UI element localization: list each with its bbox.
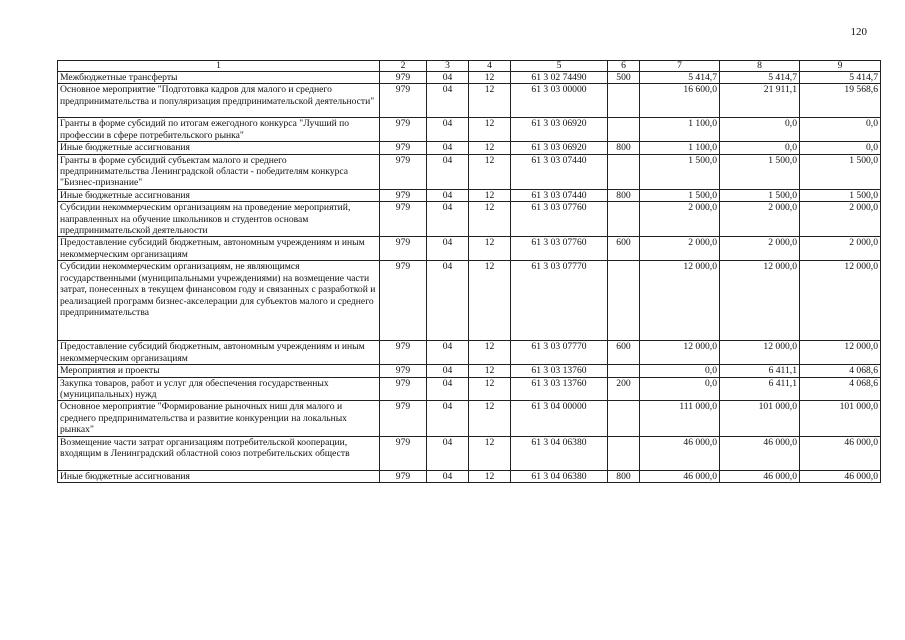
subsection-code: 12 xyxy=(469,377,511,401)
subsection-code: 12 xyxy=(469,237,511,261)
row-name: Субсидии некоммерческим организациям на проведение мероприятий, направленных на обучение школьников и студентов основам предпринимательской деятельности xyxy=(58,202,380,237)
section-code: 04 xyxy=(427,401,469,436)
amount-col9: 1 500,0 xyxy=(800,189,881,201)
amount-col7: 1 100,0 xyxy=(640,118,720,142)
expense-type-code xyxy=(608,202,640,237)
amount-col8: 6 411,1 xyxy=(720,377,800,401)
subsection-code: 12 xyxy=(469,118,511,142)
expense-type-code xyxy=(608,118,640,142)
ministry-code: 979 xyxy=(380,118,427,142)
subsection-code: 12 xyxy=(469,84,511,118)
amount-col8: 46 000,0 xyxy=(720,470,800,482)
amount-col8: 0,0 xyxy=(720,142,800,154)
column-number-row xyxy=(58,61,881,72)
expense-type-code xyxy=(608,401,640,436)
subsection-code: 12 xyxy=(469,202,511,237)
row-name: Гранты в форме субсидий субъектам малого и среднего предпринимательства Ленинградской области - победителям конкурса "Бизнес-признание" xyxy=(58,154,380,189)
row-name: Субсидии некоммерческим организациям, не являющимся государственными (муниципальными учреждениями) на возмещение части затрат, понесенных в текущем финансовом году и связанных с разработкой и реализацией программ бизнес-акселерации для субъектов малого и среднего предпринимательства xyxy=(58,261,380,341)
amount-col9: 46 000,0 xyxy=(800,470,881,482)
section-code: 04 xyxy=(427,341,469,365)
col-header-2: 2 xyxy=(380,61,427,72)
table-row xyxy=(58,261,881,341)
expense-type-code xyxy=(608,154,640,189)
budget-table xyxy=(57,60,881,483)
expense-type-code: 600 xyxy=(608,341,640,365)
subsection-code: 12 xyxy=(469,365,511,377)
row-name: Основное мероприятие "Подготовка кадров для малого и среднего предпринимательства и популяризация предпринимательской деятельности" xyxy=(58,84,380,118)
target-article-code: 61 3 02 74490 xyxy=(511,72,608,84)
section-code: 04 xyxy=(427,189,469,201)
ministry-code: 979 xyxy=(380,261,427,341)
amount-col8: 12 000,0 xyxy=(720,261,800,341)
table-row xyxy=(58,84,881,118)
section-code: 04 xyxy=(427,365,469,377)
amount-col8: 101 000,0 xyxy=(720,401,800,436)
col-header-9: 9 xyxy=(800,61,881,72)
row-name: Мероприятия и проекты xyxy=(58,365,380,377)
expense-type-code: 200 xyxy=(608,377,640,401)
table-row xyxy=(58,72,881,84)
table-row xyxy=(58,118,881,142)
amount-col9: 5 414,7 xyxy=(800,72,881,84)
amount-col8: 12 000,0 xyxy=(720,341,800,365)
amount-col7: 46 000,0 xyxy=(640,436,720,470)
ministry-code: 979 xyxy=(380,142,427,154)
target-article-code: 61 3 03 07440 xyxy=(511,189,608,201)
amount-col7: 0,0 xyxy=(640,377,720,401)
col-header-4: 4 xyxy=(469,61,511,72)
target-article-code: 61 3 03 07760 xyxy=(511,237,608,261)
target-article-code: 61 3 04 00000 xyxy=(511,401,608,436)
amount-col7: 5 414,7 xyxy=(640,72,720,84)
row-name: Иные бюджетные ассигнования xyxy=(58,470,380,482)
table-row xyxy=(58,365,881,377)
amount-col9: 19 568,6 xyxy=(800,84,881,118)
col-header-7: 7 xyxy=(640,61,720,72)
row-name: Иные бюджетные ассигнования xyxy=(58,142,380,154)
section-code: 04 xyxy=(427,237,469,261)
row-name: Предоставление субсидий бюджетным, автономным учреждениям и иным некоммерческим организациям xyxy=(58,341,380,365)
ministry-code: 979 xyxy=(380,237,427,261)
section-code: 04 xyxy=(427,470,469,482)
target-article-code: 61 3 03 00000 xyxy=(511,84,608,118)
table-row xyxy=(58,470,881,482)
page-number: 120 xyxy=(850,26,867,38)
ministry-code: 979 xyxy=(380,401,427,436)
amount-col9: 4 068,6 xyxy=(800,377,881,401)
row-name: Гранты в форме субсидий по итогам ежегодного конкурса "Лучший по профессии в сфере потребительского рынка" xyxy=(58,118,380,142)
target-article-code: 61 3 03 06920 xyxy=(511,118,608,142)
target-article-code: 61 3 03 07770 xyxy=(511,341,608,365)
section-code: 04 xyxy=(427,154,469,189)
section-code: 04 xyxy=(427,202,469,237)
amount-col9: 12 000,0 xyxy=(800,261,881,341)
table-row xyxy=(58,142,881,154)
ministry-code: 979 xyxy=(380,470,427,482)
amount-col8: 46 000,0 xyxy=(720,436,800,470)
ministry-code: 979 xyxy=(380,202,427,237)
target-article-code: 61 3 03 13760 xyxy=(511,365,608,377)
section-code: 04 xyxy=(427,118,469,142)
table-row xyxy=(58,401,881,436)
target-article-code: 61 3 03 06920 xyxy=(511,142,608,154)
amount-col9: 101 000,0 xyxy=(800,401,881,436)
target-article-code: 61 3 04 06380 xyxy=(511,470,608,482)
row-name: Иные бюджетные ассигнования xyxy=(58,189,380,201)
section-code: 04 xyxy=(427,72,469,84)
amount-col9: 12 000,0 xyxy=(800,341,881,365)
subsection-code: 12 xyxy=(469,401,511,436)
amount-col9: 46 000,0 xyxy=(800,436,881,470)
amount-col8: 5 414,7 xyxy=(720,72,800,84)
expense-type-code xyxy=(608,84,640,118)
expense-type-code: 800 xyxy=(608,470,640,482)
amount-col7: 1 500,0 xyxy=(640,154,720,189)
ministry-code: 979 xyxy=(380,189,427,201)
expense-type-code xyxy=(608,261,640,341)
subsection-code: 12 xyxy=(469,470,511,482)
expense-type-code: 800 xyxy=(608,142,640,154)
table-row xyxy=(58,436,881,470)
table-row xyxy=(58,341,881,365)
col-header-3: 3 xyxy=(427,61,469,72)
target-article-code: 61 3 03 07760 xyxy=(511,202,608,237)
row-name: Закупка товаров, работ и услуг для обеспечения государственных (муниципальных) нужд xyxy=(58,377,380,401)
amount-col7: 0,0 xyxy=(640,365,720,377)
row-name: Возмещение части затрат организациям потребительской кооперации, входящим в Ленинградский областной союз потребительских обществ xyxy=(58,436,380,470)
ministry-code: 979 xyxy=(380,377,427,401)
ministry-code: 979 xyxy=(380,154,427,189)
ministry-code: 979 xyxy=(380,436,427,470)
col-header-8: 8 xyxy=(720,61,800,72)
section-code: 04 xyxy=(427,377,469,401)
table-row xyxy=(58,377,881,401)
table-row xyxy=(58,154,881,189)
subsection-code: 12 xyxy=(469,189,511,201)
expense-type-code: 800 xyxy=(608,189,640,201)
ministry-code: 979 xyxy=(380,84,427,118)
section-code: 04 xyxy=(427,436,469,470)
amount-col8: 2 000,0 xyxy=(720,202,800,237)
amount-col9: 2 000,0 xyxy=(800,202,881,237)
amount-col7: 16 600,0 xyxy=(640,84,720,118)
section-code: 04 xyxy=(427,84,469,118)
target-article-code: 61 3 03 07770 xyxy=(511,261,608,341)
ministry-code: 979 xyxy=(380,341,427,365)
subsection-code: 12 xyxy=(469,436,511,470)
amount-col7: 2 000,0 xyxy=(640,202,720,237)
amount-col9: 2 000,0 xyxy=(800,237,881,261)
section-code: 04 xyxy=(427,142,469,154)
ministry-code: 979 xyxy=(380,365,427,377)
amount-col8: 1 500,0 xyxy=(720,189,800,201)
amount-col9: 0,0 xyxy=(800,142,881,154)
expense-type-code: 600 xyxy=(608,237,640,261)
target-article-code: 61 3 03 13760 xyxy=(511,377,608,401)
amount-col8: 1 500,0 xyxy=(720,154,800,189)
subsection-code: 12 xyxy=(469,72,511,84)
amount-col7: 46 000,0 xyxy=(640,470,720,482)
amount-col9: 1 500,0 xyxy=(800,154,881,189)
subsection-code: 12 xyxy=(469,341,511,365)
amount-col9: 4 068,6 xyxy=(800,365,881,377)
expense-type-code xyxy=(608,365,640,377)
amount-col7: 1 100,0 xyxy=(640,142,720,154)
target-article-code: 61 3 04 06380 xyxy=(511,436,608,470)
row-name: Предоставление субсидий бюджетным, автономным учреждениям и иным некоммерческим организациям xyxy=(58,237,380,261)
amount-col8: 21 911,1 xyxy=(720,84,800,118)
subsection-code: 12 xyxy=(469,142,511,154)
amount-col7: 2 000,0 xyxy=(640,237,720,261)
col-header-1: 1 xyxy=(58,61,380,72)
expense-type-code xyxy=(608,436,640,470)
row-name: Межбюджетные трансферты xyxy=(58,72,380,84)
amount-col7: 12 000,0 xyxy=(640,341,720,365)
amount-col7: 12 000,0 xyxy=(640,261,720,341)
expense-type-code: 500 xyxy=(608,72,640,84)
table-row xyxy=(58,189,881,201)
ministry-code: 979 xyxy=(380,72,427,84)
table-row xyxy=(58,237,881,261)
amount-col7: 111 000,0 xyxy=(640,401,720,436)
section-code: 04 xyxy=(427,261,469,341)
table-row xyxy=(58,202,881,237)
amount-col9: 0,0 xyxy=(800,118,881,142)
col-header-5: 5 xyxy=(511,61,608,72)
target-article-code: 61 3 03 07440 xyxy=(511,154,608,189)
amount-col8: 0,0 xyxy=(720,118,800,142)
col-header-6: 6 xyxy=(608,61,640,72)
row-name: Основное мероприятие "Формирование рыночных ниш для малого и среднего предпринимательства и развитие конкуренции на локальных рынках" xyxy=(58,401,380,436)
subsection-code: 12 xyxy=(469,261,511,341)
amount-col8: 6 411,1 xyxy=(720,365,800,377)
subsection-code: 12 xyxy=(469,154,511,189)
amount-col8: 2 000,0 xyxy=(720,237,800,261)
amount-col7: 1 500,0 xyxy=(640,189,720,201)
